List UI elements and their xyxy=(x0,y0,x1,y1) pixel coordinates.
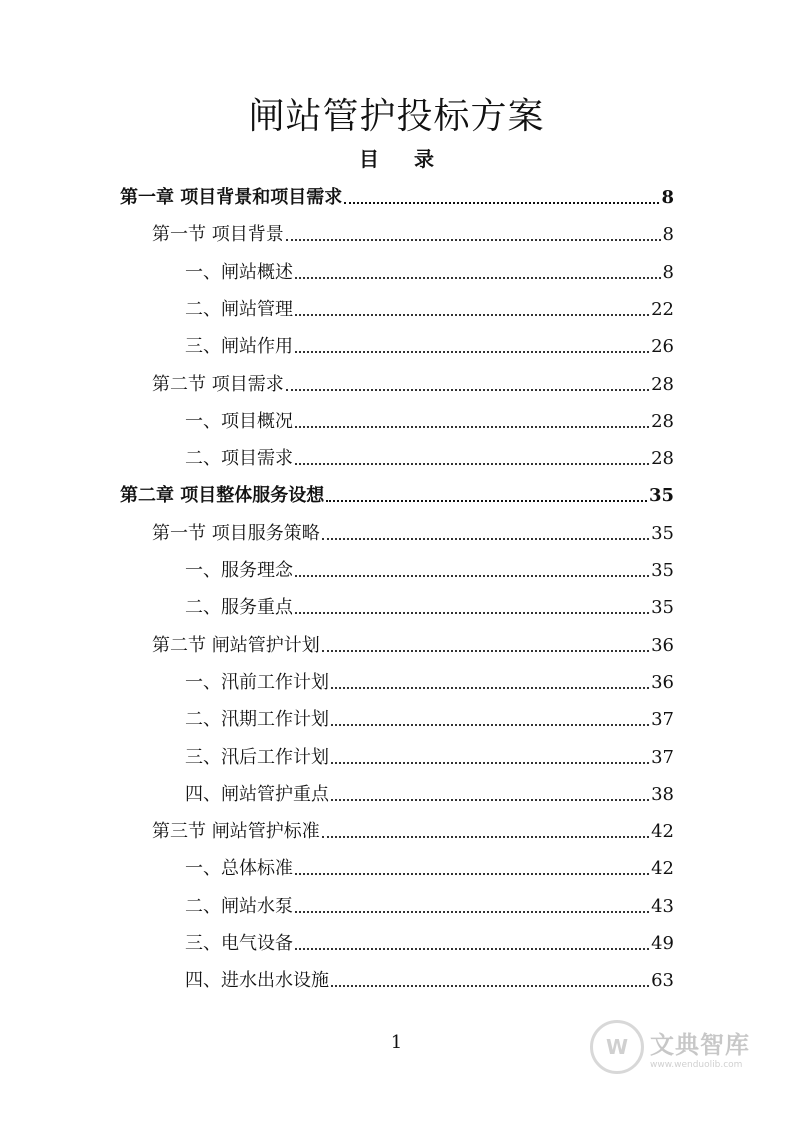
toc-leader-dots xyxy=(286,239,661,241)
toc-entry-page: 35 xyxy=(648,485,674,507)
toc-entry-label: 二、服务重点 xyxy=(185,597,293,619)
toc-entry-label: 第一章 项目背景和项目需求 xyxy=(120,187,343,208)
toc-entry-label: 一、项目概况 xyxy=(185,410,293,432)
toc-leader-dots xyxy=(295,612,649,614)
toc-heading: 目 录 xyxy=(359,147,448,171)
toc-entry-page: 35 xyxy=(651,560,674,581)
toc-entry-label: 二、闸站管理 xyxy=(185,298,293,320)
toc-entry[interactable] xyxy=(185,590,674,620)
toc-entry[interactable] xyxy=(185,889,674,919)
toc-entry[interactable] xyxy=(152,516,674,546)
toc-entry[interactable] xyxy=(185,740,674,770)
toc-entry-label: 二、项目需求 xyxy=(185,448,293,470)
toc-leader-dots xyxy=(331,724,649,726)
toc-entry[interactable] xyxy=(185,553,674,583)
toc-entry[interactable] xyxy=(185,851,674,881)
toc-entry-label: 第一节 项目服务策略 xyxy=(152,522,320,544)
toc-entry-label: 二、闸站水泵 xyxy=(185,895,293,917)
toc-leader-dots xyxy=(344,202,659,204)
toc-entry-label: 三、闸站作用 xyxy=(185,336,293,358)
toc-leader-dots xyxy=(295,948,649,950)
watermark-name: 文典智库 xyxy=(650,1030,750,1059)
toc-entry-label: 二、汛期工作计划 xyxy=(185,709,329,731)
toc-leader-dots xyxy=(295,911,649,913)
toc-entry-page: 22 xyxy=(651,298,674,320)
toc-entry[interactable] xyxy=(120,478,674,508)
toc-entry[interactable] xyxy=(185,255,674,285)
toc-entry[interactable] xyxy=(185,926,674,956)
toc-entry-label: 第二章 项目整体服务设想 xyxy=(120,485,325,507)
toc-entry-page: 42 xyxy=(651,858,674,880)
toc-leader-dots xyxy=(331,762,649,764)
toc-entry-page: 8 xyxy=(662,261,674,283)
toc-entry-page: 49 xyxy=(651,933,674,954)
toc-entry-page: 28 xyxy=(651,448,674,470)
watermark-logo-icon: W xyxy=(590,1020,644,1074)
toc-entry[interactable] xyxy=(152,814,674,844)
toc-leader-dots xyxy=(322,538,649,540)
toc-entry-page: 28 xyxy=(651,410,674,432)
toc-entry[interactable] xyxy=(185,441,674,471)
toc-entry-label: 一、总体标准 xyxy=(185,858,293,880)
toc-leader-dots xyxy=(295,873,649,875)
toc-entry-page: 37 xyxy=(651,709,674,731)
toc-entry-label: 四、闸站管护重点 xyxy=(185,783,329,805)
toc-entry-label: 一、服务理念 xyxy=(185,560,293,581)
toc-entry[interactable] xyxy=(185,963,674,993)
toc-leader-dots xyxy=(331,687,649,689)
toc-entry[interactable] xyxy=(185,665,674,695)
watermark xyxy=(590,1020,750,1074)
toc-entry-label: 第一节 项目背景 xyxy=(152,224,284,246)
toc-entry-label: 三、电气设备 xyxy=(185,933,293,954)
toc-leader-dots xyxy=(295,277,661,279)
toc-entry-page: 42 xyxy=(651,821,674,843)
toc-leader-dots xyxy=(286,389,649,391)
page-number: 1 xyxy=(390,1032,403,1053)
toc-leader-dots xyxy=(331,985,649,987)
toc-leader-dots xyxy=(295,426,649,428)
toc-leader-dots xyxy=(322,650,649,652)
toc-entry-page: 63 xyxy=(651,970,674,992)
toc-entry-page: 8 xyxy=(661,187,674,208)
toc-entry-label: 第三节 闸站管护标准 xyxy=(152,821,320,843)
toc-entry[interactable] xyxy=(152,217,674,247)
document-title: 闸站管护投标方案 xyxy=(248,96,545,137)
toc-entry[interactable] xyxy=(185,329,674,359)
toc-entry-label: 四、进水出水设施 xyxy=(185,970,329,992)
toc-entry-label: 第二节 闸站管护计划 xyxy=(152,634,320,656)
toc-entry-label: 一、汛前工作计划 xyxy=(185,671,329,693)
toc-leader-dots xyxy=(326,500,647,502)
toc-entry[interactable] xyxy=(185,777,674,807)
toc-entry[interactable] xyxy=(152,367,674,397)
toc-entry-page: 28 xyxy=(651,373,674,395)
toc-entry-label: 第二节 项目需求 xyxy=(152,373,284,395)
toc-leader-dots xyxy=(322,836,649,838)
toc-entry-page: 35 xyxy=(651,522,674,544)
toc-entry-page: 36 xyxy=(651,634,674,656)
toc-entry-page: 8 xyxy=(662,224,674,246)
toc-entry-page: 26 xyxy=(651,336,674,358)
toc-entry-page: 43 xyxy=(651,895,674,917)
toc-leader-dots xyxy=(295,575,649,577)
toc-leader-dots xyxy=(331,799,649,801)
toc-entry-label: 三、汛后工作计划 xyxy=(185,746,329,768)
toc-entry[interactable] xyxy=(185,404,674,434)
toc-entry-page: 37 xyxy=(651,746,674,768)
toc-entry-page: 38 xyxy=(651,783,674,805)
watermark-url: www.wenduolib.com xyxy=(650,1059,743,1070)
toc-entry-page: 35 xyxy=(651,597,674,619)
toc-leader-dots xyxy=(295,351,649,353)
toc-entry[interactable] xyxy=(185,292,674,322)
toc-entry[interactable] xyxy=(152,628,674,658)
toc-leader-dots xyxy=(295,314,649,316)
toc-leader-dots xyxy=(295,463,649,465)
toc-entry[interactable] xyxy=(120,180,674,210)
toc-entry-page: 36 xyxy=(651,671,674,693)
toc-entry-label: 一、闸站概述 xyxy=(185,261,293,283)
toc-entry[interactable] xyxy=(185,702,674,732)
